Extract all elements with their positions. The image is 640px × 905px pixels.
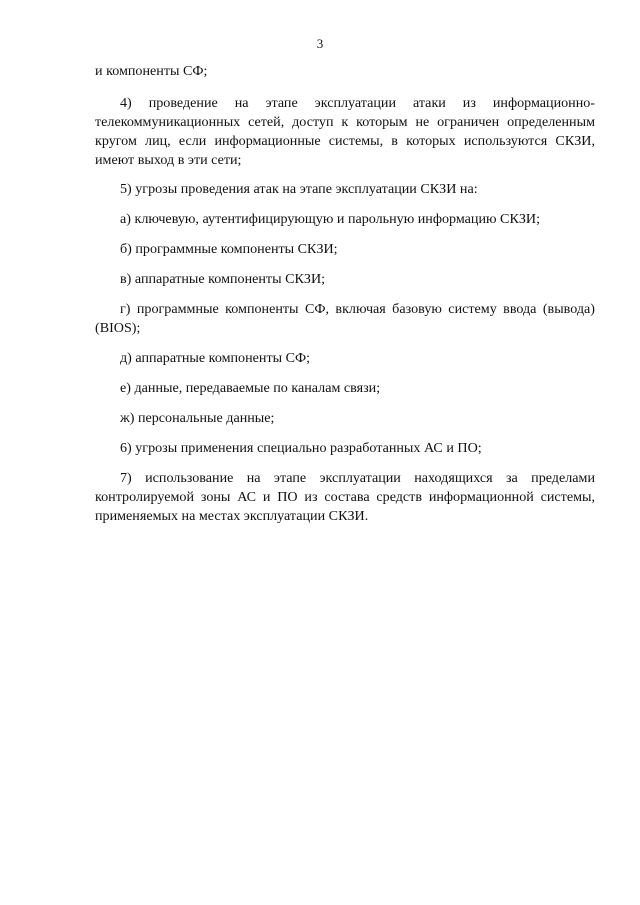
- paragraph-subitem-v: в) аппаратные компоненты СКЗИ;: [120, 271, 326, 287]
- paragraph-item-4: 4) проведение на этапе эксплуатации атаки из информационно-телекоммуникационных сетей, доступ к которым не ограничен определенным кругом лиц, если информационные системы, в которых используются СКЗИ, имеют выход в эти сети;: [95, 95, 595, 168]
- paragraph-subitem-d: д) аппаратные компоненты СФ;: [120, 350, 311, 366]
- paragraph-subitem-b: б) программные компоненты СКЗИ;: [120, 241, 338, 257]
- page-number: 3: [316, 36, 324, 51]
- paragraph-item-6: 6) угрозы применения специально разработанных АС и ПО;: [120, 440, 482, 456]
- paragraph-subitem-a: а) ключевую, аутентифицирующую и парольную информацию СКЗИ;: [120, 211, 541, 227]
- paragraph-item-7: 7) использование на этапе эксплуатации находящихся за пределами контролируемой зоны АС и ПО из состава средств информационной системы, применяемых на местах эксплуатации СКЗИ.: [95, 470, 595, 524]
- paragraph-item-5: 5) угрозы проведения атак на этапе эксплуатации СКЗИ на:: [120, 181, 478, 197]
- paragraph-subitem-zh: ж) персональные данные;: [120, 410, 275, 426]
- paragraph-subitem-g: г) программные компоненты СФ, включая базовую систему ввода (вывода) (BIOS);: [95, 301, 595, 336]
- paragraph-continuation: и компоненты СФ;: [95, 63, 208, 79]
- paragraph-subitem-e: е) данные, передаваемые по каналам связи;: [120, 380, 381, 396]
- document-body: [95, 62, 595, 536]
